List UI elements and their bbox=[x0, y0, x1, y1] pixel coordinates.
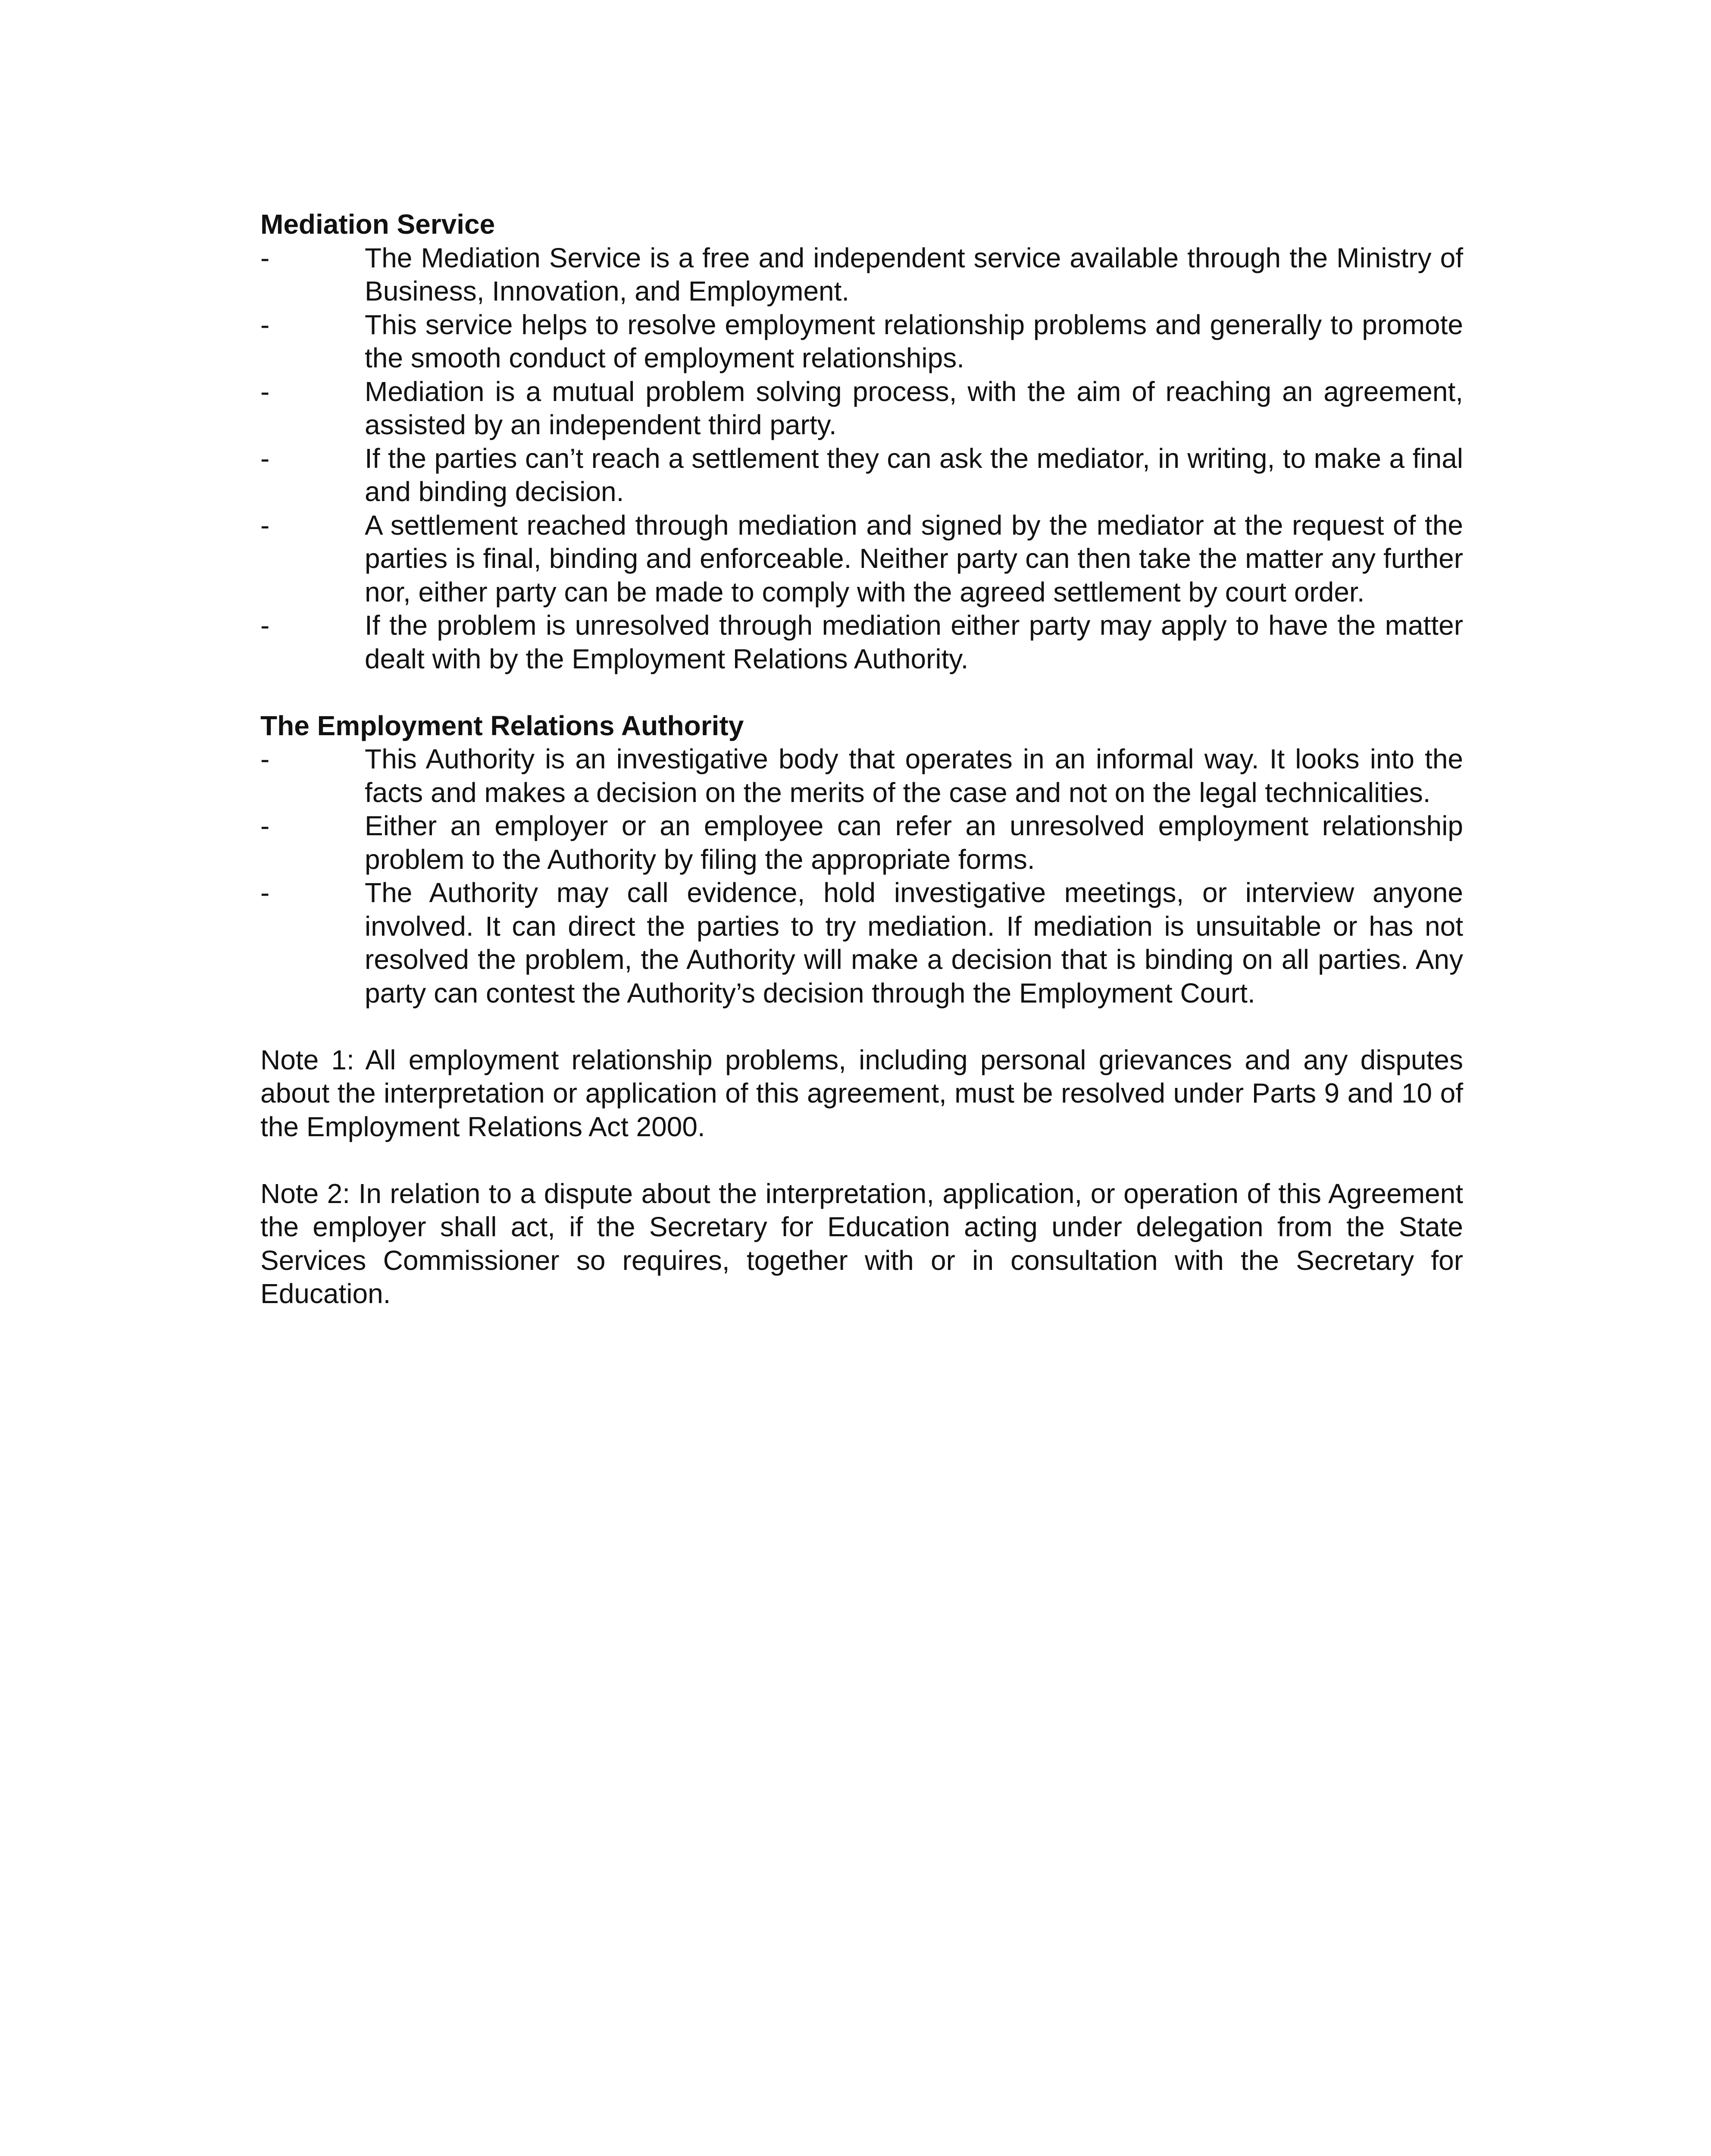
page-content bbox=[260, 208, 1463, 1311]
list-item-text: The Authority may call evidence, hold investigative meetings, or interview anyone involved. It can direct the parties to try mediation. If mediation is unsuitable or has not resolved the problem, the Authority will make a decision that is binding on all parties. Any party can contest the Authority’s decision through the Employment Court. bbox=[365, 877, 1463, 1009]
list-item bbox=[260, 308, 1463, 375]
bullet-dash: - bbox=[260, 309, 270, 340]
list-item bbox=[260, 876, 1463, 1010]
bullet-dash: - bbox=[260, 376, 270, 407]
list-item-text: This service helps to resolve employment relationship problems and generally to promote the smooth conduct of employment relationships. bbox=[365, 309, 1463, 373]
list-item-text: This Authority is an investigative body that operates in an informal way. It looks into the facts and makes a decision on the merits of the case and not on the legal technicalities. bbox=[365, 743, 1463, 808]
bullet-dash: - bbox=[260, 810, 270, 841]
note-1: Note 1: All employment relationship problems, including personal grievances and any disputes about the interpretation or application of this agreement, must be resolved under Parts 9 and 10 of the Employment Relations Act 2000. bbox=[260, 1044, 1463, 1142]
list-item bbox=[260, 442, 1463, 509]
list-item-text: If the parties can’t reach a settlement they can ask the mediator, in writing, to make a final and binding decision. bbox=[365, 442, 1463, 507]
bullet-dash: - bbox=[260, 442, 270, 474]
list-item-text: Mediation is a mutual problem solving process, with the aim of reaching an agreement, assisted by an independent third party. bbox=[365, 376, 1463, 440]
spacer bbox=[260, 1144, 1463, 1177]
spacer bbox=[260, 1010, 1463, 1044]
note-2: Note 2: In relation to a dispute about the interpretation, application, or operation of this Agreement the employer shall act, if the Secretary for Education acting under delegation from the State Services Commissioner so requires, together with or in consultation with the Secretary for Education. bbox=[260, 1178, 1463, 1309]
bullet-dash: - bbox=[260, 743, 270, 774]
list-item bbox=[260, 609, 1463, 676]
section-heading-authority: The Employment Relations Authority bbox=[260, 710, 744, 741]
list-item-text: If the problem is unresolved through mediation either party may apply to have the matter dealt with by the Employment Relations Authority. bbox=[365, 610, 1463, 674]
list-item bbox=[260, 809, 1463, 876]
bullet-dash: - bbox=[260, 610, 270, 641]
list-item-text: A settlement reached through mediation and signed by the mediator at the request of the parties is final, binding and enforceable. Neither party can then take the matter any further nor, either party can be made to comply with the agreed settlement by court order. bbox=[365, 509, 1463, 608]
list-item-text: The Mediation Service is a free and independent service available through the Ministry of Business, Innovation, and Employment. bbox=[365, 242, 1463, 307]
authority-bullet-list bbox=[260, 743, 1463, 1010]
list-item-text: Either an employer or an employee can refer an unresolved employment relationship problem to the Authority by filing the appropriate forms. bbox=[365, 810, 1463, 875]
list-item bbox=[260, 241, 1463, 308]
section-heading-mediation: Mediation Service bbox=[260, 209, 495, 240]
mediation-bullet-list bbox=[260, 241, 1463, 676]
bullet-dash: - bbox=[260, 242, 270, 273]
list-item bbox=[260, 375, 1463, 442]
bullet-dash: - bbox=[260, 877, 270, 908]
bullet-dash: - bbox=[260, 509, 270, 541]
list-item bbox=[260, 509, 1463, 609]
list-item bbox=[260, 743, 1463, 809]
spacer bbox=[260, 676, 1463, 709]
